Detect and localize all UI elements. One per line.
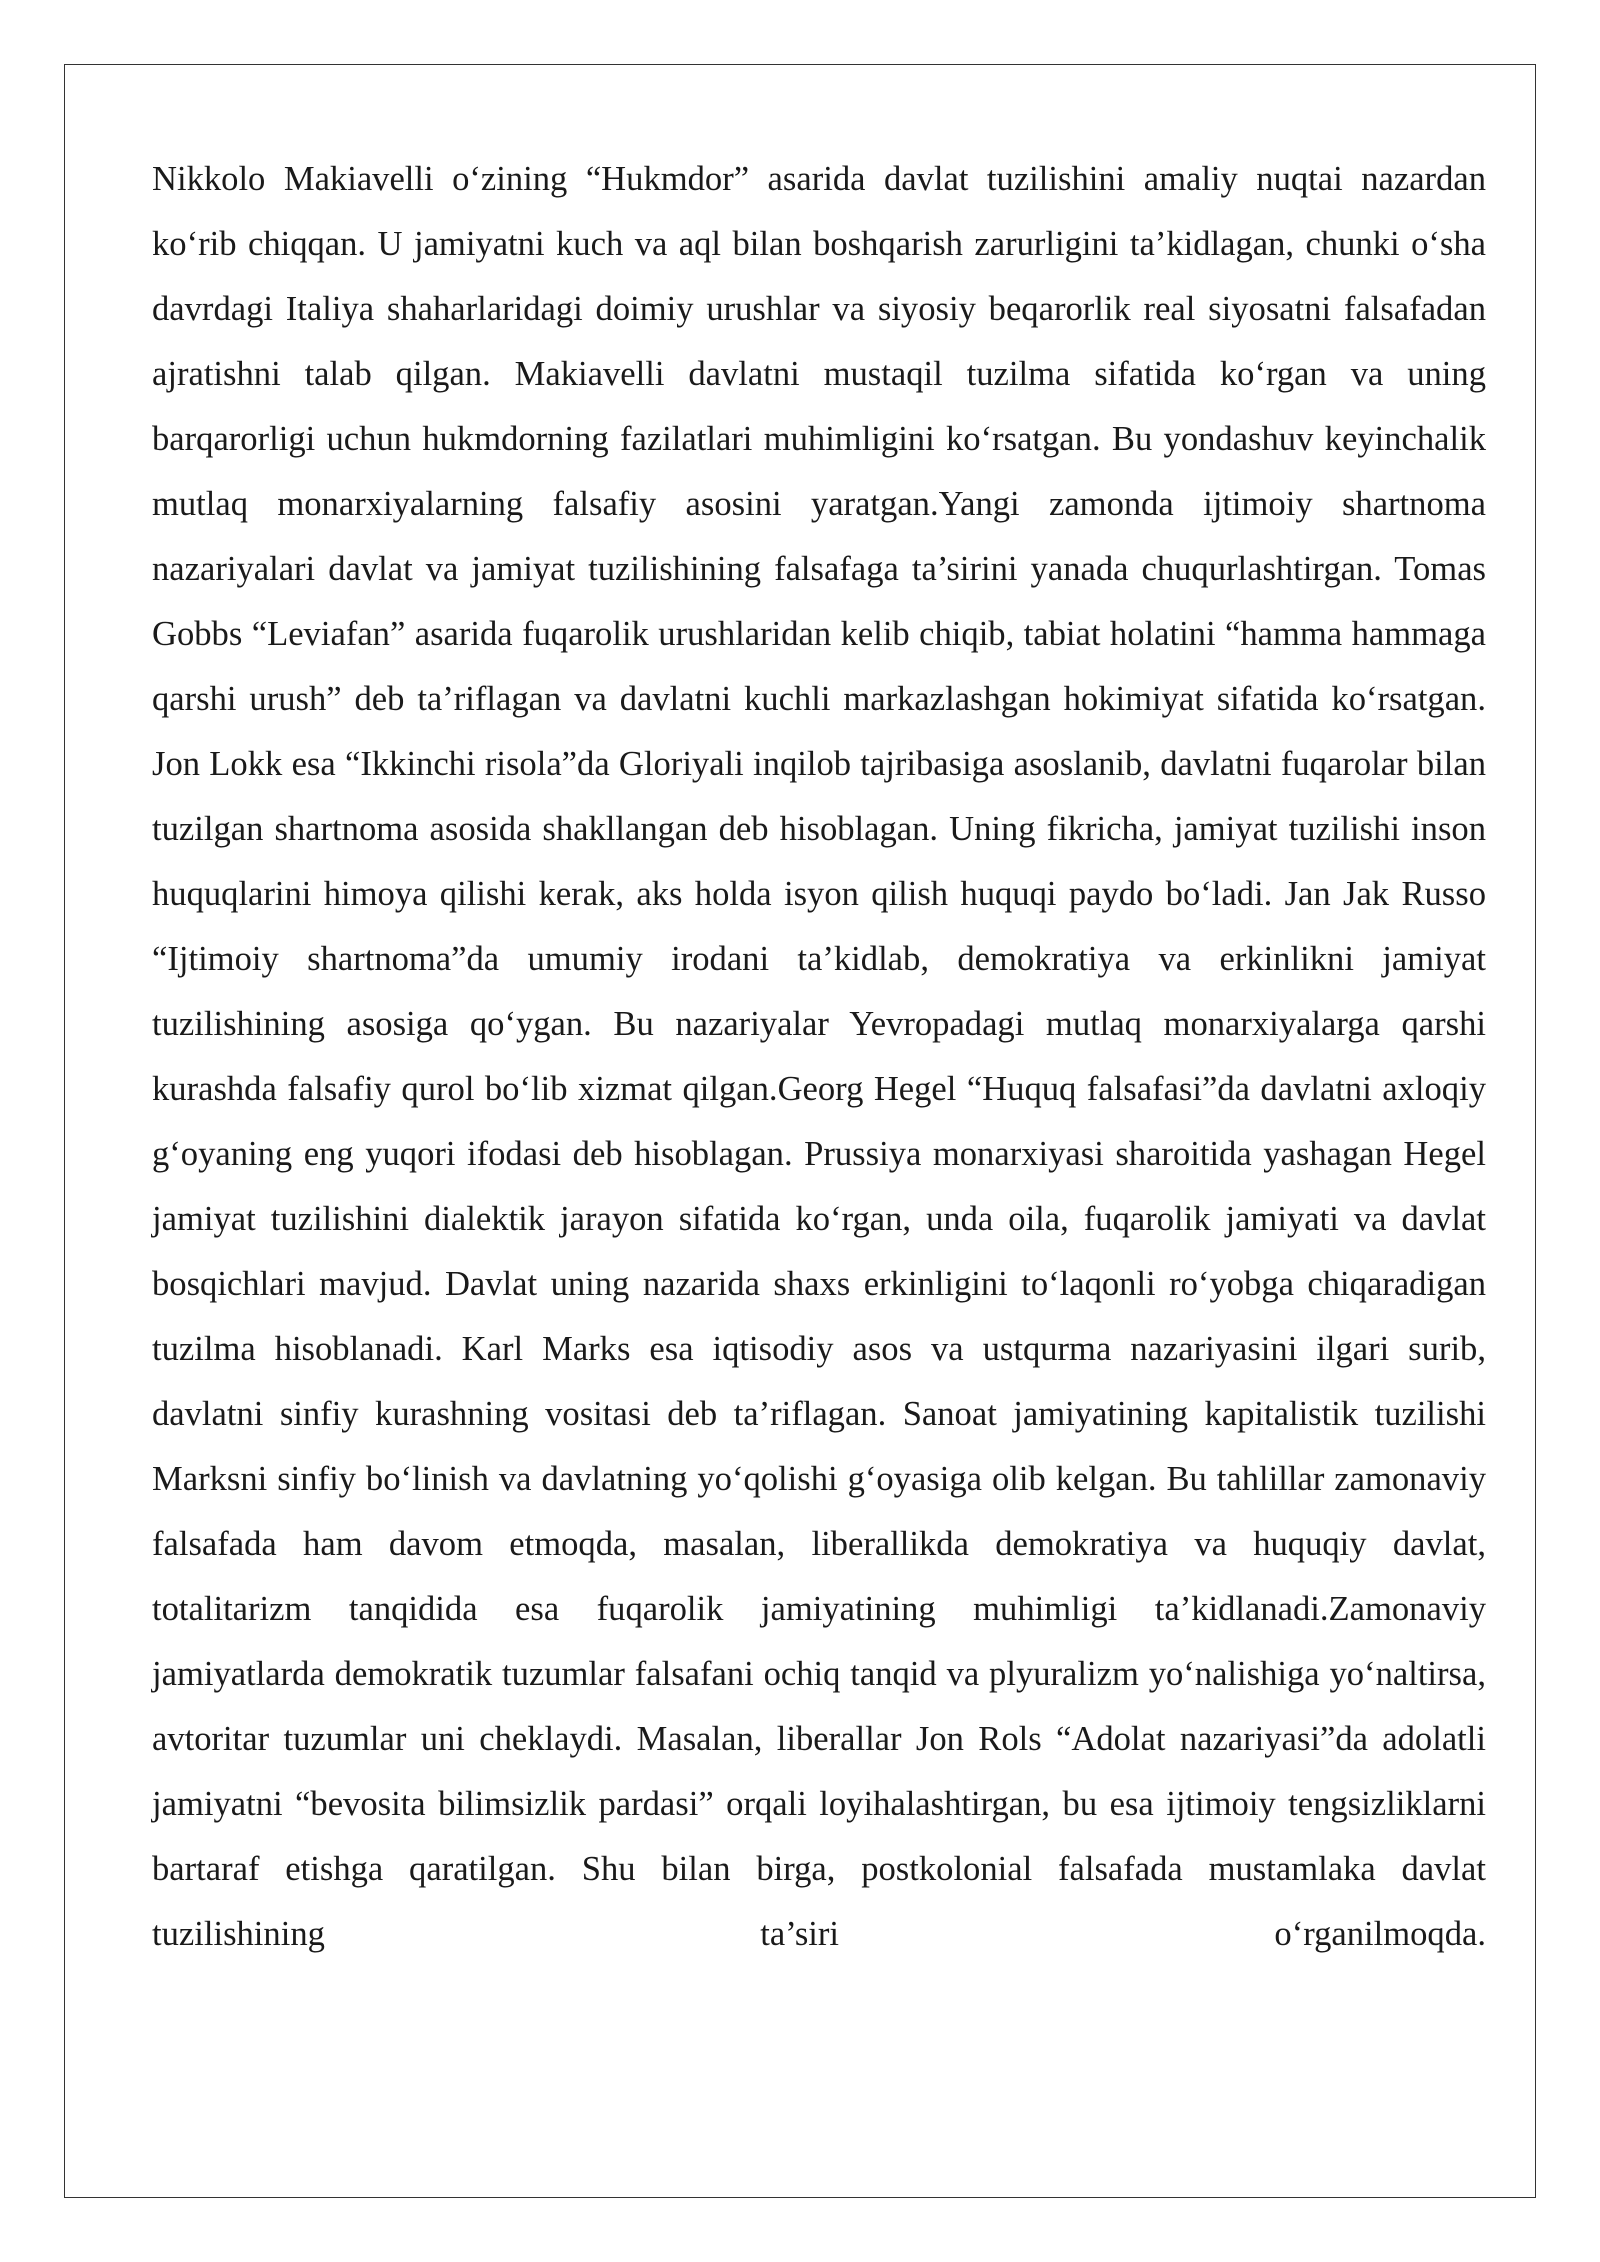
- body-paragraph: Nikkolo Makiavelli o‘zining “Hukmdor” asarida davlat tuzilishini amaliy nuqtai nazardan ko‘rib chiqqan. U jamiyatni kuch va aql bilan boshqarish zarurligini ta’kidlagan, chunki o‘sha davrdagi Italiya shaharlaridagi doimiy urushlar va siyosiy beqarorlik real siyosatni falsafadan ajratishni talab qilgan. Makiavelli davlatni mustaqil tuzilma sifatida ko‘rgan va uning barqarorligi uchun hukmdorning fazilatlari muhimligini ko‘rsatgan. Bu yondashuv keyinchalik mutlaq monarxiyalarning falsafiy asosini yaratgan.Yangi zamonda ijtimoiy shartnoma nazariyalari davlat va jamiyat tuzilishining falsafaga ta’sirini yanada chuqurlashtirgan. Tomas Gobbs “Leviafan” asarida fuqarolik urushlaridan kelib chiqib, tabiat holatini “hamma hammaga qarshi urush” deb ta’riflagan va davlatni kuchli markazlashgan hokimiyat sifatida ko‘rsatgan. Jon Lokk esa “Ikkinchi risola”da Gloriyali inqilob tajribasiga asoslanib, davlatni fuqarolar bilan tuzilgan shartnoma asosida shakllangan deb hisoblagan. Uning fikricha, jamiyat tuzilishi inson huquqlarini himoya qilishi kerak, aks holda isyon qilish huquqi paydo bo‘ladi. Jan Jak Russo “Ijtimoiy shartnoma”da umumiy irodani ta’kidlab, demokratiya va erkinlikni jamiyat tuzilishining asosiga qo‘ygan. Bu nazariyalar Yevropadagi mutlaq monarxiyalarga qarshi kurashda falsafiy qurol bo‘lib xizmat qilgan.Georg Hegel “Huquq falsafasi”da davlatni axloqiy g‘oyaning eng yuqori ifodasi deb hisoblagan. Prussiya monarxiyasi sharoitida yashagan Hegel jamiyat tuzilishini dialektik jarayon sifatida ko‘rgan, unda oila, fuqarolik jamiyati va davlat bosqichlari mavjud. Davlat uning nazarida shaxs erkinligini to‘laqonli ro‘yobga chiqaradigan tuzilma hisoblanadi. Karl Marks esa iqtisodiy asos va ustqurma nazariyasini ilgari surib, davlatni sinfiy kurashning vositasi deb ta’riflagan. Sanoat jamiyatining kapitalistik tuzilishi Marksni sinfiy bo‘linish va davlatning yo‘qolishi g‘oyasiga olib kelgan. Bu tahlillar zamonaviy falsafada ham davom etmoqda, masalan, liberallikda demokratiya va huquqiy davlat, totalitarizm tanqidida esa fuqarolik jamiyatining muhimligi ta’kidlanadi.Zamonaviy jamiyatlarda demokratik tuzumlar falsafani ochiq tanqid va plyuralizm yo‘nalishiga yo‘naltirsa, avtoritar tuzumlar uni cheklaydi. Masalan, liberallar Jon Rols “Adolat nazariyasi”da adolatli jamiyatni “bevosita bilimsizlik pardasi” orqali loyihalashtirgan, bu esa ijtimoiy tengsizliklarni bartaraf etishga qaratilgan. Shu bilan birga, postkolonial falsafada mustamlaka davlat tuzilishining ta’siri o‘rganilmoqda.: [152, 160, 1486, 1953]
